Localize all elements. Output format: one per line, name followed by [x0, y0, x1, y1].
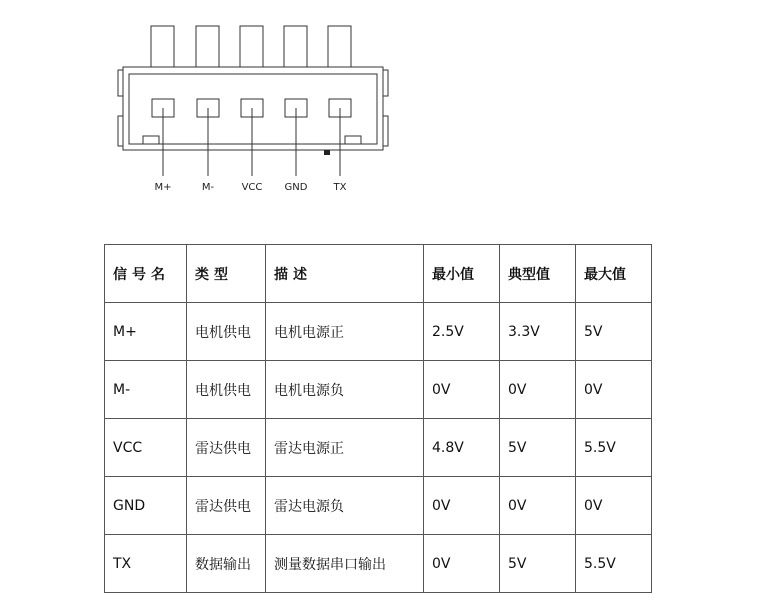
pin-tab	[240, 26, 263, 67]
connector-diagram	[0, 0, 773, 210]
cell-signal: VCC	[105, 419, 187, 477]
cell-min: 2.5V	[424, 303, 500, 361]
cell-type: 雷达供电	[187, 477, 266, 535]
header-typ: 典型值	[500, 245, 576, 303]
pin-label-vcc: VCC	[241, 182, 263, 193]
cell-description: 雷达电源正	[266, 419, 424, 477]
cell-description: 测量数据串口输出	[266, 535, 424, 593]
pin-label-gnd: GND	[284, 182, 308, 193]
cell-typ: 5V	[500, 419, 576, 477]
table-row	[105, 303, 652, 361]
cell-description: 雷达电源负	[266, 477, 424, 535]
cell-max: 0V	[576, 477, 652, 535]
connector-housing	[123, 67, 383, 150]
pin-label-m-plus: M+	[154, 182, 172, 193]
cell-typ: 5V	[500, 535, 576, 593]
cell-description: 电机电源正	[266, 303, 424, 361]
pin-label-tx: TX	[333, 182, 347, 193]
header-max: 最大值	[576, 245, 652, 303]
cell-description: 电机电源负	[266, 361, 424, 419]
key-notch-left	[143, 136, 159, 144]
table-row	[105, 419, 652, 477]
cell-type: 数据输出	[187, 535, 266, 593]
table-row	[105, 535, 652, 593]
table-header-row	[105, 245, 652, 303]
header-description: 描述	[266, 245, 424, 303]
pin-label-m-minus: M-	[201, 182, 215, 193]
table-row	[105, 477, 652, 535]
cell-signal: M-	[105, 361, 187, 419]
cell-signal: GND	[105, 477, 187, 535]
pin-tab	[151, 26, 174, 67]
cell-type: 电机供电	[187, 303, 266, 361]
header-min: 最小值	[424, 245, 500, 303]
cell-signal: M+	[105, 303, 187, 361]
polarity-mark	[324, 150, 330, 155]
cell-max: 0V	[576, 361, 652, 419]
cell-type: 电机供电	[187, 361, 266, 419]
pin-tab	[196, 26, 219, 67]
left-latch	[118, 70, 123, 146]
header-signal-name: 信号名	[105, 245, 187, 303]
cell-max: 5.5V	[576, 535, 652, 593]
cell-type: 雷达供电	[187, 419, 266, 477]
header-type: 类型	[187, 245, 266, 303]
cell-min: 0V	[424, 361, 500, 419]
cell-signal: TX	[105, 535, 187, 593]
table-row	[105, 361, 652, 419]
cell-typ: 0V	[500, 477, 576, 535]
cell-min: 0V	[424, 477, 500, 535]
pin-spec-table	[104, 244, 652, 593]
key-notch-right	[345, 136, 361, 144]
pin-tab	[328, 26, 351, 67]
cell-min: 4.8V	[424, 419, 500, 477]
pin-tab	[284, 26, 307, 67]
cell-max: 5.5V	[576, 419, 652, 477]
right-latch	[383, 70, 388, 146]
cell-min: 0V	[424, 535, 500, 593]
cell-max: 5V	[576, 303, 652, 361]
cell-typ: 0V	[500, 361, 576, 419]
cell-typ: 3.3V	[500, 303, 576, 361]
